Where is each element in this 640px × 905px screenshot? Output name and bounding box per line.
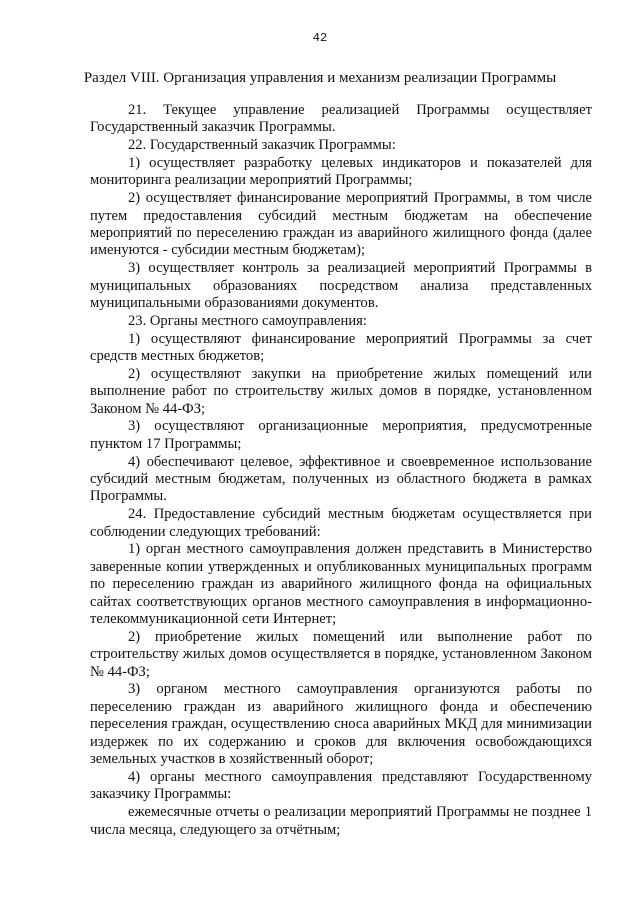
document-body [90, 102, 592, 839]
paragraph-23-item-1: 1) осуществляют финансирование мероприятий Программы за счет средств местных бюджетов; [90, 330, 592, 365]
paragraph-24-item-4-subitem: ежемесячные отчеты о реализации мероприятий Программы не позднее 1 числа месяца, следующего за отчётным; [90, 804, 592, 838]
paragraph-24-item-3: 3) органом местного самоуправления организуются работы по переселению граждан из аварийного жилищного фонда и обеспечению переселения граждан, осуществлению сноса аварийных МКД для минимизации издержек по их содержанию и сроков для включения освобождающихся земельных участков в хозяйственный оборот; [90, 681, 592, 768]
paragraph-23-item-2: 2) осуществляют закупки на приобретение жилых помещений или выполнение работ по строительству жилых домов в порядке, установленном Законом № 44-ФЗ; [90, 365, 592, 417]
paragraph-21: 21. Текущее управление реализацией Программы осуществляет Государственный заказчик Программы. [90, 102, 592, 136]
paragraph-24-item-1: 1) орган местного самоуправления должен представить в Министерство заверенные копии утвержденных и опубликованных муниципальных программ по переселению граждан из аварийного жилищного фонда на официальных сайтах соответствующих органов местного самоуправления в информационно-телекоммуникационной сети Интернет; [90, 541, 592, 628]
paragraph-22-item-1: 1) осуществляет разработку целевых индикаторов и показателей для мониторинга реализации мероприятий Программы; [90, 155, 592, 189]
paragraph-22: 22. Государственный заказчик Программы: [128, 137, 396, 154]
paragraph-24-item-2: 2) приобретение жилых помещений или выполнение работ по строительству жилых домов осуществляется в порядке, установленном Законом № 44-ФЗ; [90, 628, 592, 680]
paragraph-22-item-2: 2) осуществляет финансирование мероприятий Программы, в том числе путем предоставления субсидий местным бюджетам на обеспечение мероприятий по переселению граждан из аварийного жилищного фонда (далее именуются - субсидии местным бюджетам); [90, 190, 592, 259]
paragraph-22-item-3: 3) осуществляет контроль за реализацией мероприятий Программы в муниципальных образованиях посредством анализа представленных муниципальными образованиями документов. [90, 260, 592, 312]
section-title: Раздел VIII. Организация управления и механизм реализации Программы [83, 70, 557, 86]
paragraph-24-item-4: 4) органы местного самоуправления представляют Государственному заказчику Программы: [90, 768, 592, 803]
paragraph-24: 24. Предоставление субсидий местным бюджетам осуществляется при соблюдении следующих требований: [90, 506, 592, 540]
paragraph-23: 23. Органы местного самоуправления: [128, 312, 367, 329]
paragraph-23-item-3: 3) осуществляют организационные мероприятия, предусмотренные пунктом 17 Программы; [90, 418, 592, 452]
page-number: 42 [312, 31, 328, 45]
paragraph-23-item-4: 4) обеспечивают целевое, эффективное и своевременное использование субсидий местным бюджетам, полученных из областного бюджета в рамках Программы. [90, 453, 592, 505]
